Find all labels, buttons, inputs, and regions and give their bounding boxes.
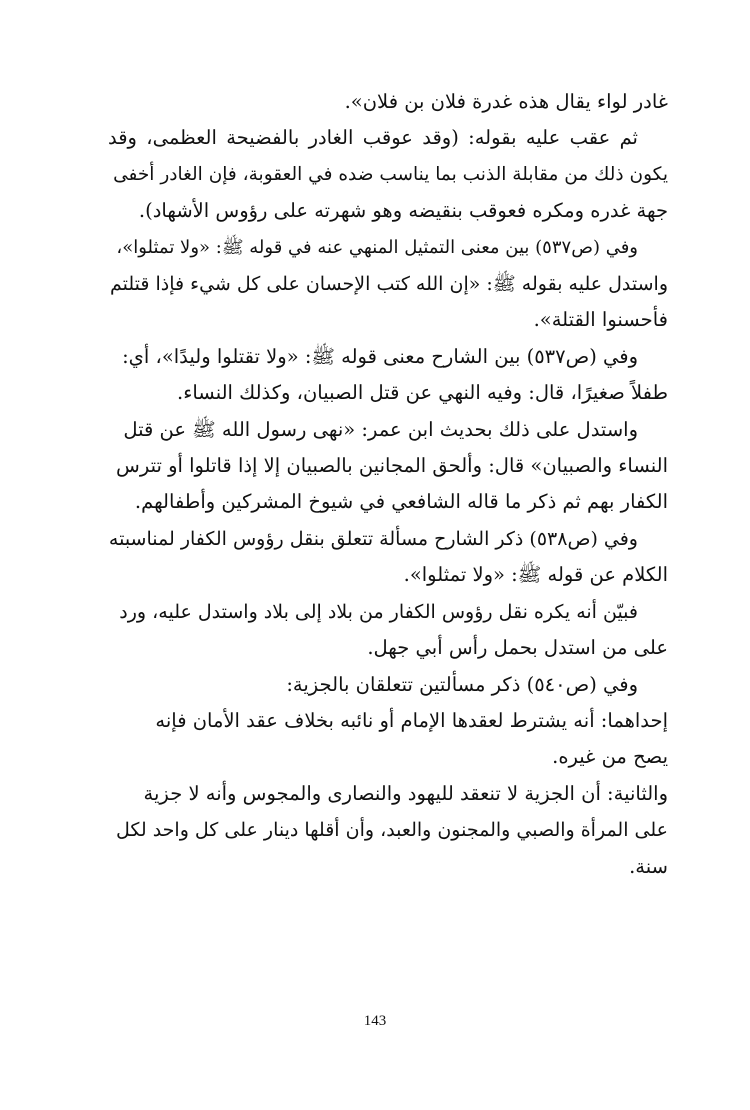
text-line: وفي (ص٥٣٧) بين الشارح معنى قوله ﷺ: «ولا تقتلوا وليدًا»، أي: (122, 344, 638, 368)
text-line: الكفار بهم ثم ذكر ما قاله الشافعي في شيوخ المشركين وأطفالهم. (134, 490, 668, 514)
text-line: سنة. (629, 854, 668, 878)
text-line: وفي (ص٥٤٠) ذكر مسألتين تتعلقان بالجزية: (286, 672, 638, 696)
text-line: على من استدل بحمل رأس أبي جهل. (367, 636, 668, 660)
text-line: يصح من غيره. (552, 745, 668, 769)
text-line: وفي (ص٥٣٨) ذكر الشارح مسألة تتعلق بنقل رؤوس الكفار لمناسبته (108, 527, 638, 550)
text-line: غادر لواء يقال هذه غدرة فلان بن فلان». (344, 90, 668, 113)
text-line: والثانية: أن الجزية لا تنعقد لليهود والنصارى والمجوس وأنه لا جزية (143, 781, 668, 805)
text-line: على المرأة والصبي والمجنون والعبد، وأن أقلها دينار على كل واحد لكل (116, 819, 668, 842)
text-line: طفلاً صغيرًا، قال: وفيه النهي عن قتل الصبيان، وكذلك النساء. (177, 381, 668, 405)
text-line: إحداهما: أنه يشترط لعقدها الإمام أو نائبه بخلاف عقد الأمان فإنه (155, 708, 668, 732)
text-line: ثم عقب عليه بقوله: (وقد عوقب الغادر بالفضيحة العظمى، وقد (108, 126, 638, 150)
text-line: النساء والصبيان» قال: وألحق المجانين بالصبيان إلا إذا قاتلوا أو تترس (116, 454, 668, 478)
text-line: يكون ذلك من مقابلة الذنب بما يناسب ضده في العقوبة، فإن الغادر أخفى (113, 163, 668, 185)
text-line: فبيّن أنه يكره نقل رؤوس الكفار من بلاد إلى بلاد واستدل عليه، ورد (119, 600, 638, 623)
page-number: 143 (363, 1013, 387, 1029)
text-line: وفي (ص٥٣٧) بين معنى التمثيل المنهي عنه في قوله ﷺ: «ولا تمثلوا»، (116, 236, 638, 258)
text-line: واستدل على ذلك بحديث ابن عمر: «نهى رسول الله ﷺ عن قتل (123, 417, 638, 441)
text-line: جهة غدره ومكره فعوقب بنقيضه وهو شهرته على رؤوس الأشهاد). (138, 199, 668, 223)
text-line: واستدل عليه بقوله ﷺ: «إن الله كتب الإحسان على كل شيء فإذا قتلتم (109, 273, 668, 296)
text-line: فأحسنوا القتلة». (533, 308, 668, 332)
text-line: الكلام عن قوله ﷺ: «ولا تمثلوا». (403, 563, 668, 587)
document-body (108, 84, 668, 885)
